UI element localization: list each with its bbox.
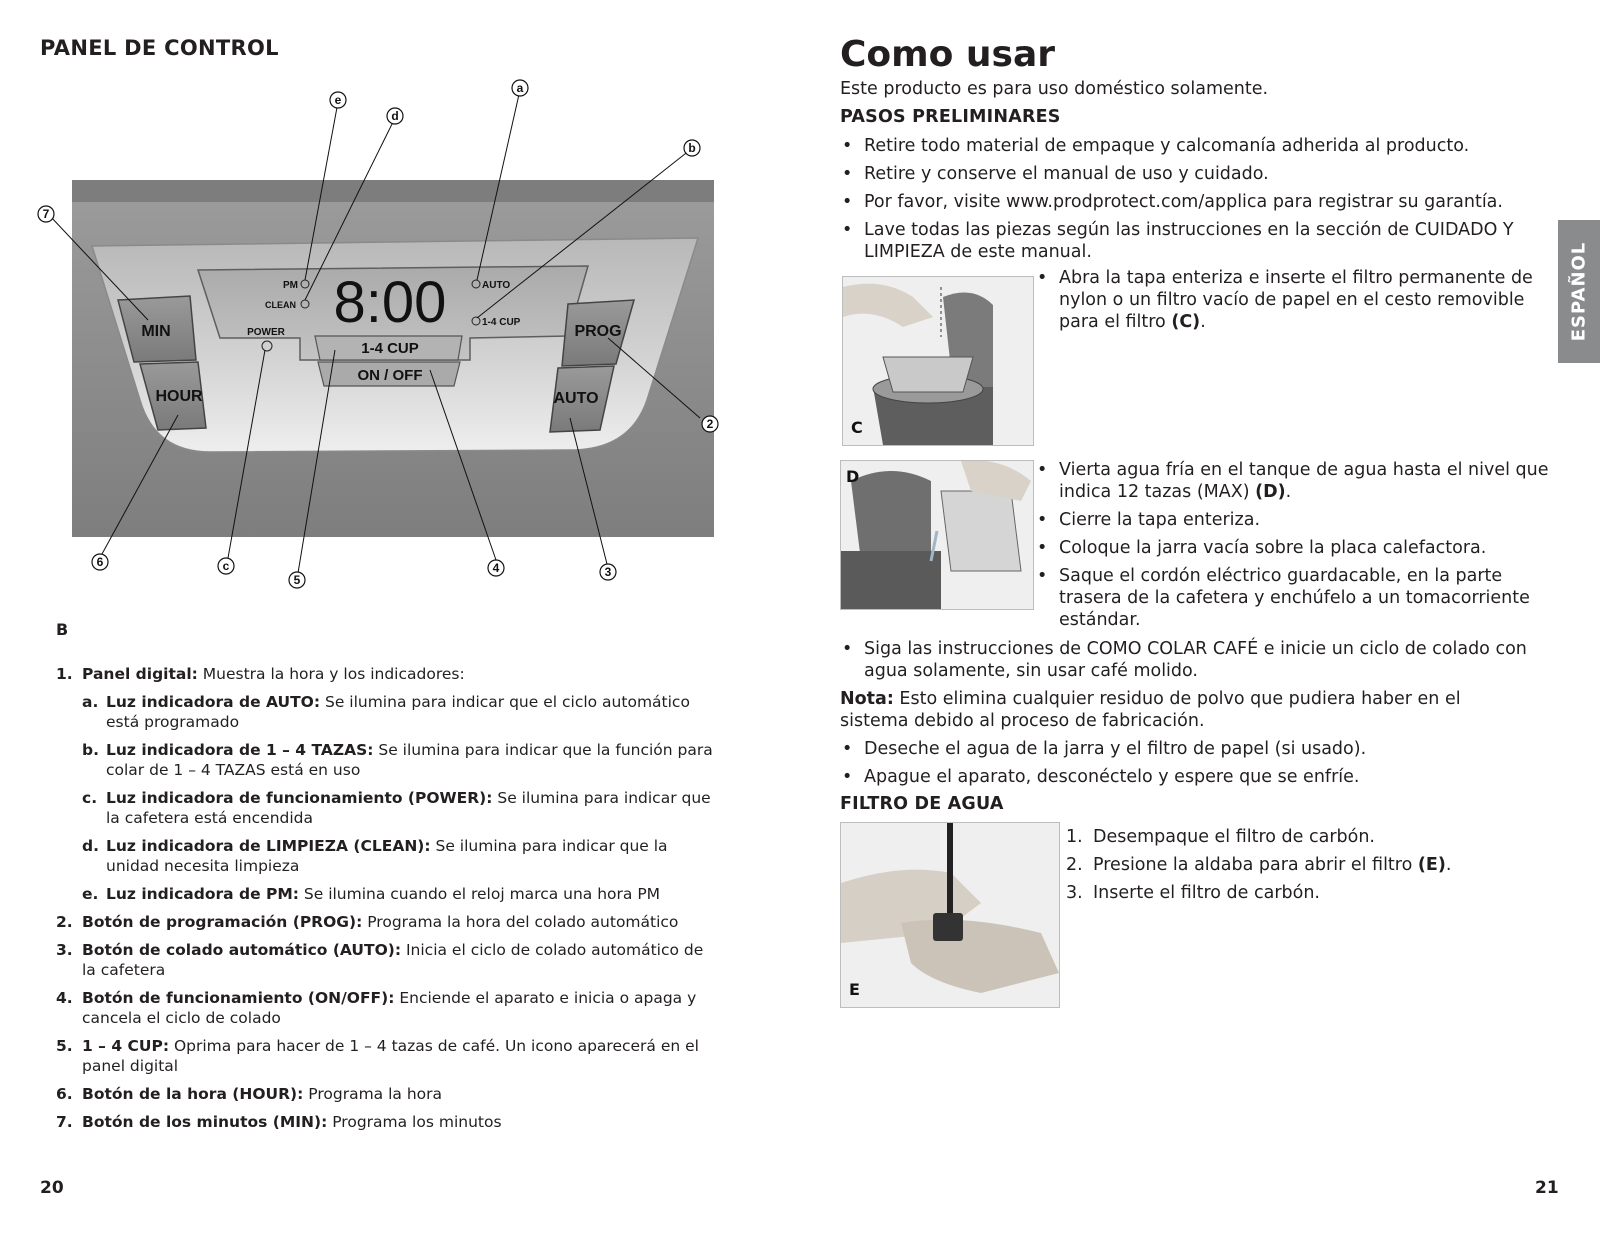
prelim-bullet: • Lave todas las piezas según las instrucciones en la sección de CUIDADO Y LIMPIEZA de este manual. [840, 219, 1554, 263]
figure-d-image [840, 460, 1034, 610]
water-filter-steps [1066, 826, 1536, 910]
intro-text: Este producto es para uso doméstico solamente. [840, 79, 1269, 99]
callout-7: 7 [42, 207, 50, 221]
water-filter-heading: FILTRO DE AGUA [840, 794, 1004, 814]
control-panel-legend [40, 664, 720, 1140]
legend-subitem: e. Luz indicadora de PM: Se ilumina cuando el reloj marca una hora PM [82, 885, 661, 903]
display-time: 8:00 [333, 270, 447, 335]
callout-e: e [334, 93, 342, 107]
legend-subitem: c. Luz indicadora de funcionamiento (POWER): Se ilumina para indicar que la cafetera está encendida [82, 789, 711, 827]
callout-6: 6 [96, 555, 104, 569]
figure-c-bullet: • Abra la tapa enteriza e inserte el filtro permanente de nylon o un filtro vacío de papel en el cesto removible para el filtro (C). [1035, 267, 1559, 333]
water-step: 2. Presione la aldaba para abrir el filtro (E). [1066, 855, 1452, 875]
cup-button-label: 1-4 CUP [361, 340, 419, 357]
legend-subitem: d. Luz indicadora de LIMPIEZA (CLEAN): Se ilumina para indicar que la unidad necesita limpieza [82, 837, 668, 875]
left-page-heading: PANEL DE CONTROL [40, 36, 279, 60]
final-bullet: • Deseche el agua de la jarra y el filtro de papel (si usado). [840, 738, 1534, 760]
indicator-auto-label: AUTO [482, 280, 511, 291]
onoff-button-label: ON / OFF [357, 367, 423, 384]
language-tab-label: ESPAÑOL [1568, 241, 1590, 342]
note-text: Nota: Esto elimina cualquier residuo de polvo que pudiera haber en el sistema debido al proceso de fabricación. [840, 689, 1461, 731]
indicator-clean-label: CLEAN [265, 300, 296, 310]
indicator-pm-label: PM [283, 280, 298, 291]
figure-d-bullet: • Saque el cordón eléctrico guardacable, en la parte trasera de la cafetera y enchúfelo a un tomacorriente estándar. [1035, 565, 1559, 631]
prelim-bullet: • Retire y conserve el manual de uso y cuidado. [840, 163, 1544, 185]
legend-item: 6. Botón de la hora (HOUR): Programa la hora [56, 1085, 443, 1103]
legend-item: 2. Botón de programación (PROG): Programa la hora del colado automático [56, 913, 679, 931]
water-step: 1. Desempaque el filtro de carbón. [1066, 827, 1375, 847]
legend-item: 5. 1 – 4 CUP: Oprima para hacer de 1 – 4 tazas de café. Un icono aparecerá en el panel digital [56, 1037, 699, 1075]
indicator-cup-label: 1-4 CUP [482, 317, 521, 328]
prelim-bullet: • Retire todo material de empaque y calcomanía adherida al producto. [840, 135, 1544, 157]
figure-c-image [842, 276, 1034, 446]
callout-2: 2 [706, 417, 714, 431]
legend-item: 7. Botón de los minutos (MIN): Programa los minutos [56, 1113, 502, 1131]
hour-button-label: HOUR [155, 388, 203, 405]
page-number-right: 21 [1535, 1178, 1559, 1198]
callout-5: 5 [293, 573, 301, 587]
language-tab [1558, 220, 1600, 363]
figure-e-label: E [849, 980, 860, 999]
figure-d-bullet: • Cierre la tapa enteriza. [1035, 509, 1559, 531]
legend-item: 1. Panel digital: Muestra la hora y los indicadores: a. Luz indicadora de AUTO: Se ilumina para indicar que el ciclo automático está programado b. Luz indicadora de 1 – 4 TAZAS: Se ilumina para indicar que la función para colar de 1 – 4 TAZAS está en uso c. Luz indicadora de funcionamiento (POWER): Se ilumina para indicar que la cafetera está encendida d. Luz indicadora de LIMPIEZA (CLEAN): Se ilumina para indicar que la unidad necesita limpieza e. Luz indicadora de PM: Se ilumina cuando el reloj marca una hora PM [40, 664, 720, 904]
callout-a: a [516, 81, 524, 95]
callout-d: d [391, 109, 399, 123]
page-number-left: 20 [40, 1178, 64, 1198]
brew-water-bullet: • Siga las instrucciones de COMO COLAR CAFÉ e inicie un ciclo de colado con agua solamente, sin usar café molido. [840, 638, 1534, 682]
figure-d-label: D [846, 467, 860, 486]
auto-button-label: AUTO [553, 390, 599, 407]
legend-item: 4. Botón de funcionamiento (ON/OFF): Enciende el aparato e inicia o apaga y cancela el ciclo de colado [56, 989, 697, 1027]
water-step: 3. Inserte el filtro de carbón. [1066, 883, 1320, 903]
legend-subitem: a. Luz indicadora de AUTO: Se ilumina para indicar que el ciclo automático está programado [82, 693, 690, 731]
final-bullet: • Apague el aparato, desconéctelo y espere que se enfríe. [840, 766, 1534, 788]
prelim-heading: PASOS PRELIMINARES [840, 107, 1061, 127]
callout-b: b [688, 141, 696, 155]
right-page-heading: Como usar [840, 34, 1056, 75]
indicator-power-label: POWER [247, 327, 285, 338]
prelim-bullet: • Por favor, visite www.prodprotect.com/applica para registrar su garantía. [840, 191, 1554, 213]
legend-item: 3. Botón de colado automático (AUTO): Inicia el ciclo de colado automático de la cafetera [56, 941, 704, 979]
figure-d-bullet: • Coloque la jarra vacía sobre la placa calefactora. [1035, 537, 1559, 559]
prog-button-label: PROG [574, 323, 622, 340]
callout-4: 4 [492, 561, 500, 575]
legend-subitem: b. Luz indicadora de 1 – 4 TAZAS: Se ilumina para indicar que la función para colar de 1 – 4 TAZAS está en uso [82, 741, 713, 779]
figure-label-b: B [56, 620, 69, 639]
figure-d-bullet: • Vierta agua fría en el tanque de agua hasta el nivel que indica 12 tazas (MAX) (D). [1035, 459, 1559, 503]
figure-c-label: C [851, 418, 863, 437]
callout-3: 3 [604, 565, 612, 579]
figure-e-image [840, 822, 1060, 1008]
min-button-label: MIN [141, 323, 171, 340]
callout-c: c [222, 559, 230, 573]
control-panel-diagram [30, 70, 730, 610]
